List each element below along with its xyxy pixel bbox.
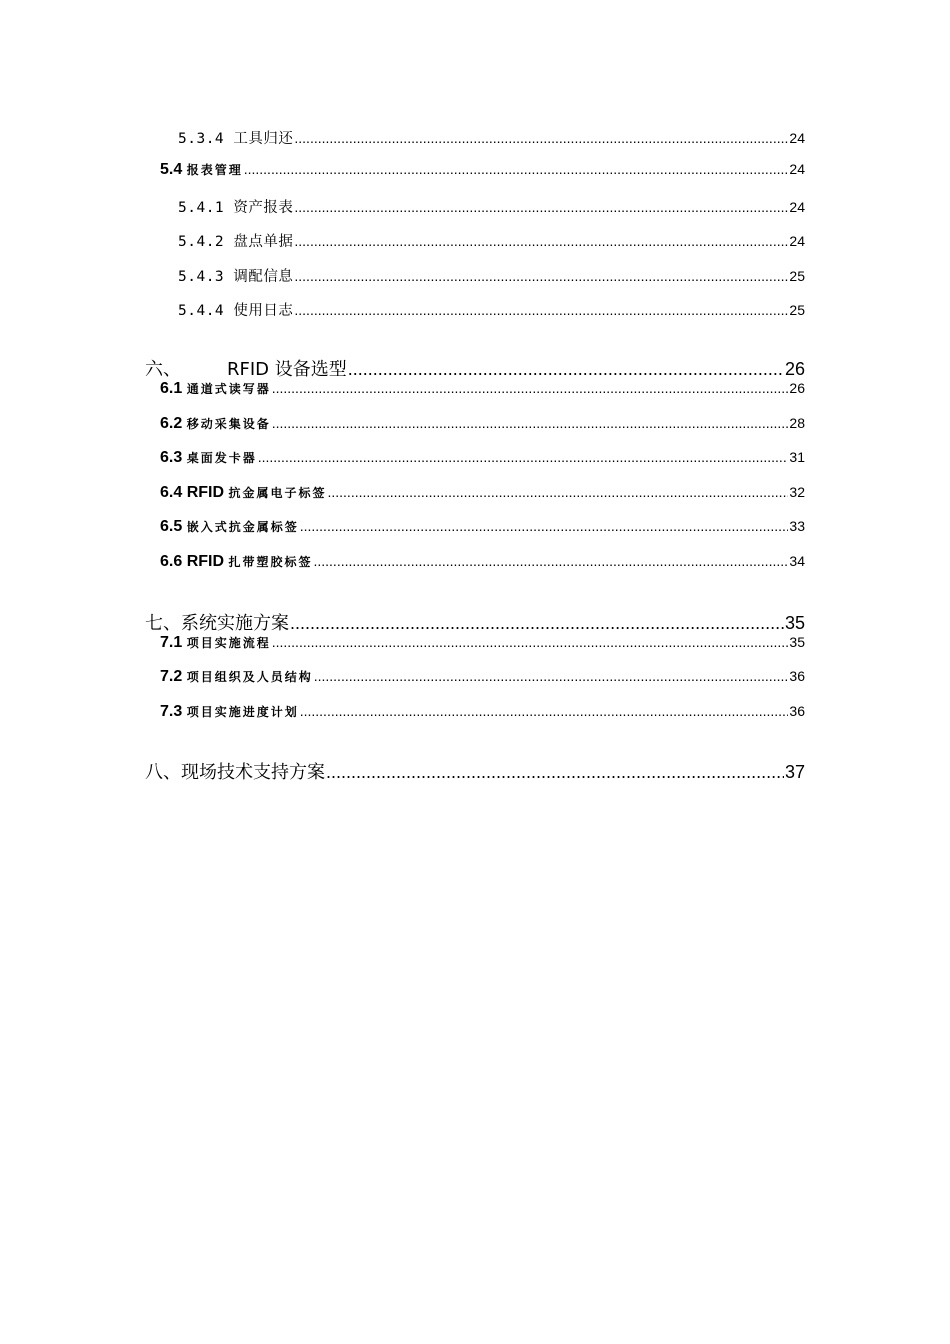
toc-entry-title [160,449,257,467]
toc-entry-7-1[interactable] [160,634,805,652]
toc-entry-text: 嵌入式抗金属标签 [186,520,299,534]
toc-entry-title [160,553,312,571]
toc-page-number: 25 [789,268,805,284]
toc-dot-leader [327,484,788,500]
toc-entry-text: 桌面发卡器 [186,451,257,465]
toc-entry-title [160,703,299,721]
toc-entry-5-3-4[interactable] [178,127,805,148]
toc-entry-title: 5.4.4 使用日志 [178,303,294,319]
toc-entry-number: 5.4 [160,161,183,178]
toc-entry-text: 项目实施进度计划 [186,705,299,719]
toc-page-number: 26 [789,380,805,396]
toc-dot-leader [294,268,788,284]
toc-entry-6-6[interactable] [160,553,805,571]
toc-entry-title [160,161,243,179]
toc-page-number: 24 [789,233,805,249]
toc-page-number: 26 [784,359,805,379]
toc-dot-leader [290,613,784,634]
toc-dot-leader [244,161,789,177]
toc-entry-number: 6.3 [160,449,183,466]
toc-page-number: 24 [789,199,805,215]
toc-dot-leader [300,703,789,719]
toc-entry-title: 5.3.4 工具归还 [178,131,294,147]
toc-page-number: 36 [789,668,805,684]
toc-dot-leader [294,233,788,249]
toc-dot-leader [326,762,784,783]
toc-entry-6-5[interactable] [160,518,805,536]
toc-entry-text: 抗金属电子标签 [228,486,327,500]
toc-page-number: 35 [784,613,805,633]
toc-entry-5-4-1[interactable] [178,196,805,217]
toc-page-number: 31 [789,449,805,465]
toc-entry-number: 6.1 [160,380,183,397]
toc-dot-leader [313,553,788,569]
toc-dot-leader [294,130,788,146]
toc-entry-title: 5.4.1 资产报表 [178,200,294,216]
toc-dot-leader [294,302,788,318]
toc-entry-text: 报表管理 [186,163,243,177]
toc-dot-leader [272,634,789,650]
toc-chapter-7[interactable] [145,609,805,635]
toc-chapter-title [145,355,347,381]
toc-entry-5-4[interactable] [160,161,805,179]
toc-chapter-number: 六、 [145,359,181,380]
toc-entry-number: 6.5 [160,518,183,535]
toc-entry-title: 5.4.2 盘点单据 [178,234,294,250]
toc-page-number: 37 [784,762,805,782]
toc-entry-text: 通道式读写器 [186,382,271,396]
toc-entry-title [160,518,299,536]
toc-dot-leader [272,415,789,431]
toc-page-number: 34 [789,553,805,569]
toc-chapter-8[interactable] [145,758,805,784]
toc-entry-number: 6.4 RFID [160,484,225,501]
toc-entry-number: 7.2 [160,668,183,685]
toc-entry-title [160,415,271,433]
toc-entry-number: 7.3 [160,703,183,720]
toc-entry-5-4-3[interactable] [178,265,805,286]
toc-entry-number: 6.6 RFID [160,553,225,570]
toc-entry-6-4[interactable] [160,484,805,502]
toc-dot-leader [258,449,789,465]
toc-dot-leader [348,359,784,380]
toc-entry-5-4-2[interactable] [178,230,805,251]
toc-chapter-text: RFID 设备选型 [227,359,347,380]
toc-page-number: 33 [789,518,805,534]
toc-page-number: 28 [789,415,805,431]
toc-entry-7-2[interactable] [160,668,805,686]
toc-entry-5-4-4[interactable] [178,299,805,320]
toc-entry-6-1[interactable] [160,380,805,398]
toc-entry-text: 移动采集设备 [186,417,271,431]
toc-entry-title [160,634,271,652]
toc-chapter-title: 七、系统实施方案 [145,613,289,634]
toc-entry-number: 6.2 [160,415,183,432]
toc-entry-number: 7.1 [160,634,183,651]
toc-page-number: 36 [789,703,805,719]
toc-page-number: 25 [789,302,805,318]
toc-entry-6-2[interactable] [160,415,805,433]
toc-entry-text: 项目组织及人员结构 [186,670,313,684]
toc-dot-leader [294,199,788,215]
toc-page-number: 32 [789,484,805,500]
toc-entry-title: 5.4.3 调配信息 [178,269,294,285]
toc-chapter-title: 八、现场技术支持方案 [145,762,325,783]
toc-entry-text: 项目实施流程 [186,636,271,650]
toc-page-number: 24 [789,161,805,177]
toc-entry-6-3[interactable] [160,449,805,467]
toc-entry-7-3[interactable] [160,703,805,721]
toc-page-number: 24 [789,130,805,146]
toc-entry-title [160,484,326,502]
toc-dot-leader [314,668,789,684]
toc-entry-title [160,668,313,686]
toc-chapter-6[interactable] [145,355,805,381]
toc-entry-text: 扎带塑胶标签 [228,555,313,569]
toc-dot-leader [300,518,789,534]
toc-entry-title [160,380,271,398]
toc-dot-leader [272,380,789,396]
toc-page-number: 35 [789,634,805,650]
